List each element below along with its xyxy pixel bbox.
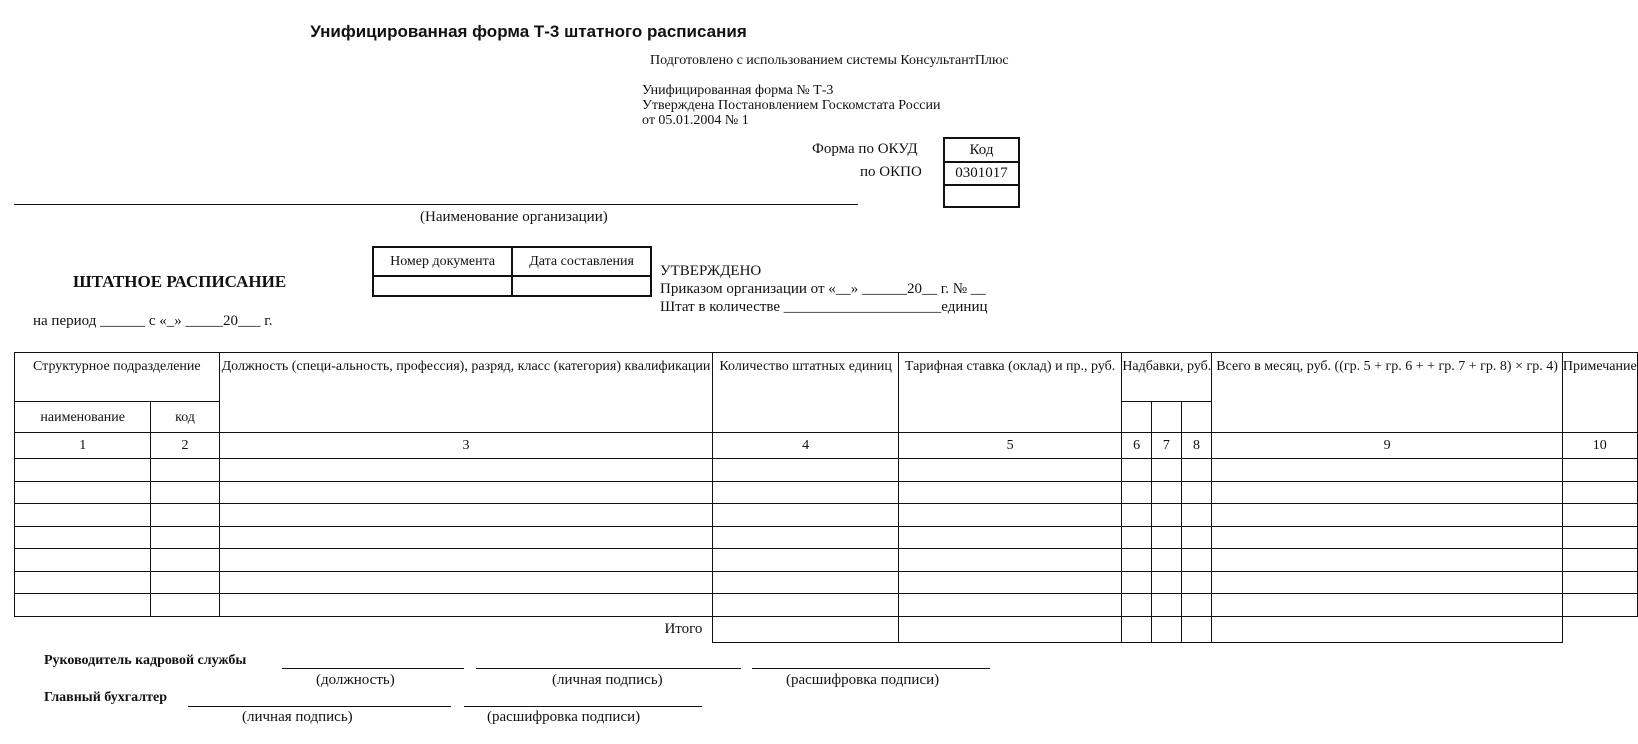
hr-head-signature-line[interactable] bbox=[476, 668, 741, 669]
table-cell[interactable] bbox=[15, 549, 151, 572]
total-label: Итого bbox=[15, 616, 713, 642]
approval-staff: Штат в количестве _____________________единиц bbox=[660, 299, 988, 315]
header-unit-name: наименование bbox=[15, 402, 151, 433]
table-cell[interactable] bbox=[1122, 504, 1152, 527]
approval-order: Приказом организации от «__» ______20__ г. № __ bbox=[660, 281, 986, 297]
header-note: Примечание bbox=[1562, 353, 1637, 433]
table-cell[interactable] bbox=[1151, 481, 1181, 504]
table-cell[interactable] bbox=[15, 571, 151, 594]
header-tariff-rate: Тарифная ставка (оклад) и пр., руб. bbox=[898, 353, 1121, 433]
table-cell[interactable] bbox=[1151, 549, 1181, 572]
table-cell[interactable] bbox=[1122, 481, 1152, 504]
header-allowance-8 bbox=[1181, 402, 1212, 433]
table-cell[interactable] bbox=[1181, 549, 1212, 572]
table-cell[interactable] bbox=[1212, 526, 1563, 549]
table-cell[interactable] bbox=[1562, 549, 1637, 572]
table-cell[interactable] bbox=[1562, 481, 1637, 504]
total-allowance-7[interactable] bbox=[1151, 616, 1181, 642]
document-number-label: Номер документа bbox=[373, 247, 512, 276]
column-number-row bbox=[15, 433, 1638, 459]
table-cell[interactable] bbox=[1212, 571, 1563, 594]
table-row bbox=[15, 571, 1638, 594]
document-date-label: Дата составления bbox=[512, 247, 651, 276]
total-row bbox=[15, 616, 1638, 642]
chief-accountant-label: Главный бухгалтер bbox=[44, 690, 167, 705]
approved-by: Утверждена Постановлением Госкомстата России bbox=[642, 98, 941, 113]
col-number-7: 7 bbox=[1151, 433, 1181, 459]
okpo-value[interactable] bbox=[944, 185, 1019, 207]
table-cell[interactable] bbox=[219, 571, 713, 594]
accountant-decode-caption: (расшифровка подписи) bbox=[487, 709, 641, 725]
table-row bbox=[15, 526, 1638, 549]
table-cell[interactable] bbox=[898, 526, 1121, 549]
table-cell[interactable] bbox=[713, 504, 898, 527]
approval-reference bbox=[642, 83, 941, 128]
table-row bbox=[15, 504, 1638, 527]
table-cell[interactable] bbox=[1122, 594, 1152, 617]
header-allowance-6 bbox=[1122, 402, 1152, 433]
table-cell[interactable] bbox=[1122, 549, 1152, 572]
document-title: ШТАТНОЕ РАСПИСАНИЕ bbox=[73, 272, 287, 291]
table-cell[interactable] bbox=[1151, 571, 1181, 594]
table-cell[interactable] bbox=[713, 481, 898, 504]
table-cell[interactable] bbox=[151, 459, 219, 482]
document-number-value[interactable] bbox=[373, 276, 512, 296]
table-cell[interactable] bbox=[151, 481, 219, 504]
table-cell[interactable] bbox=[898, 459, 1121, 482]
table-cell[interactable] bbox=[219, 504, 713, 527]
table-cell[interactable] bbox=[151, 594, 219, 617]
table-cell[interactable] bbox=[1212, 459, 1563, 482]
table-cell[interactable] bbox=[1181, 526, 1212, 549]
table-row bbox=[15, 549, 1638, 572]
okud-value: 0301017 bbox=[944, 162, 1019, 185]
approved-date: от 05.01.2004 № 1 bbox=[642, 113, 749, 128]
approval-title: УТВЕРЖДЕНО bbox=[660, 263, 762, 279]
header-monthly-total: Всего в месяц, руб. ((гр. 5 + гр. 6 + + гр. 7 + гр. 8) × гр. 4) bbox=[1212, 353, 1563, 433]
document-number-table bbox=[372, 246, 652, 297]
table-cell[interactable] bbox=[15, 481, 151, 504]
col-number-4: 4 bbox=[713, 433, 898, 459]
table-cell[interactable] bbox=[713, 459, 898, 482]
total-staff-count[interactable] bbox=[713, 616, 898, 642]
table-cell[interactable] bbox=[1181, 481, 1212, 504]
table-cell[interactable] bbox=[713, 571, 898, 594]
table-cell[interactable] bbox=[713, 594, 898, 617]
table-cell[interactable] bbox=[898, 571, 1121, 594]
hr-signature-caption: (личная подпись) bbox=[552, 672, 663, 688]
form-title: Унифицированная форма Т-3 штатного расписания bbox=[310, 22, 747, 41]
staffing-table bbox=[14, 352, 1638, 643]
table-cell[interactable] bbox=[219, 549, 713, 572]
total-monthly[interactable] bbox=[1212, 616, 1563, 642]
table-cell[interactable] bbox=[219, 481, 713, 504]
total-note-blank bbox=[1562, 616, 1637, 642]
table-cell[interactable] bbox=[1181, 459, 1212, 482]
organization-caption: (Наименование организации) bbox=[420, 209, 608, 225]
hr-head-position-line[interactable] bbox=[282, 668, 464, 669]
table-row bbox=[15, 459, 1638, 482]
total-allowance-6[interactable] bbox=[1122, 616, 1152, 642]
table-cell[interactable] bbox=[713, 549, 898, 572]
table-cell[interactable] bbox=[1212, 594, 1563, 617]
table-cell[interactable] bbox=[898, 481, 1121, 504]
table-cell[interactable] bbox=[898, 504, 1121, 527]
table-cell[interactable] bbox=[15, 594, 151, 617]
table-cell[interactable] bbox=[15, 459, 151, 482]
col-number-6: 6 bbox=[1122, 433, 1152, 459]
col-number-8: 8 bbox=[1181, 433, 1212, 459]
table-cell[interactable] bbox=[713, 526, 898, 549]
table-cell[interactable] bbox=[898, 549, 1121, 572]
header-staff-count: Количество штатных единиц bbox=[713, 353, 898, 433]
table-cell[interactable] bbox=[151, 571, 219, 594]
hr-head-decode-line[interactable] bbox=[752, 668, 990, 669]
col-number-5: 5 bbox=[898, 433, 1121, 459]
table-cell[interactable] bbox=[1151, 526, 1181, 549]
approval-block bbox=[660, 262, 988, 316]
table-cell[interactable] bbox=[1122, 571, 1152, 594]
table-cell[interactable] bbox=[1181, 504, 1212, 527]
hr-head-label: Руководитель кадровой службы bbox=[44, 653, 247, 668]
total-tariff-rate[interactable] bbox=[898, 616, 1121, 642]
okpo-label: по ОКПО bbox=[860, 164, 922, 180]
header-allowances: Надбавки, руб. bbox=[1122, 353, 1212, 402]
col-number-9: 9 bbox=[1212, 433, 1563, 459]
table-cell[interactable] bbox=[15, 504, 151, 527]
prepared-note: Подготовлено с использованием системы КонсультантПлюс bbox=[650, 53, 1009, 68]
table-cell[interactable] bbox=[1151, 594, 1181, 617]
accountant-decode-line[interactable] bbox=[464, 706, 702, 707]
header-position: Должность (специ-альность, профессия), разряд, класс (категория) квалификации bbox=[219, 353, 713, 433]
table-cell[interactable] bbox=[1181, 594, 1212, 617]
table-cell[interactable] bbox=[219, 594, 713, 617]
hr-position-caption: (должность) bbox=[316, 672, 395, 688]
col-number-3: 3 bbox=[219, 433, 713, 459]
table-cell[interactable] bbox=[15, 526, 151, 549]
table-cell[interactable] bbox=[219, 459, 713, 482]
document-date-value[interactable] bbox=[512, 276, 651, 296]
table-cell[interactable] bbox=[1562, 504, 1637, 527]
accountant-signature-line[interactable] bbox=[188, 706, 451, 707]
form-number: Унифицированная форма № Т-3 bbox=[642, 83, 834, 98]
header-unit-code: код bbox=[151, 402, 219, 433]
table-cell[interactable] bbox=[1151, 459, 1181, 482]
table-cell[interactable] bbox=[1212, 481, 1563, 504]
col-number-10: 10 bbox=[1562, 433, 1637, 459]
table-cell[interactable] bbox=[1562, 526, 1637, 549]
table-row bbox=[15, 594, 1638, 617]
table-cell[interactable] bbox=[1212, 504, 1563, 527]
organization-name-line[interactable] bbox=[14, 204, 858, 205]
table-cell[interactable] bbox=[1122, 526, 1152, 549]
table-cell[interactable] bbox=[898, 594, 1121, 617]
table-cell[interactable] bbox=[1212, 549, 1563, 572]
table-cell[interactable] bbox=[151, 526, 219, 549]
table-cell[interactable] bbox=[151, 549, 219, 572]
table-cell[interactable] bbox=[1562, 459, 1637, 482]
header-allowance-7 bbox=[1151, 402, 1181, 433]
table-cell[interactable] bbox=[1181, 571, 1212, 594]
code-header: Код bbox=[944, 138, 1019, 162]
table-cell[interactable] bbox=[219, 526, 713, 549]
table-row bbox=[15, 481, 1638, 504]
table-cell[interactable] bbox=[1562, 571, 1637, 594]
col-number-2: 2 bbox=[151, 433, 219, 459]
table-cell[interactable] bbox=[1122, 459, 1152, 482]
accountant-signature-caption: (личная подпись) bbox=[242, 709, 353, 725]
col-number-1: 1 bbox=[15, 433, 151, 459]
period-line: на период ______ с «_» _____20___ г. bbox=[33, 313, 273, 329]
okud-label: Форма по ОКУД bbox=[812, 141, 918, 157]
header-structural-unit: Структурное подразделение bbox=[15, 353, 220, 402]
hr-decode-caption: (расшифровка подписи) bbox=[786, 672, 940, 688]
codes-box bbox=[943, 137, 1020, 208]
table-cell[interactable] bbox=[1562, 594, 1637, 617]
total-allowance-8[interactable] bbox=[1181, 616, 1212, 642]
table-cell[interactable] bbox=[1151, 504, 1181, 527]
table-cell[interactable] bbox=[151, 504, 219, 527]
